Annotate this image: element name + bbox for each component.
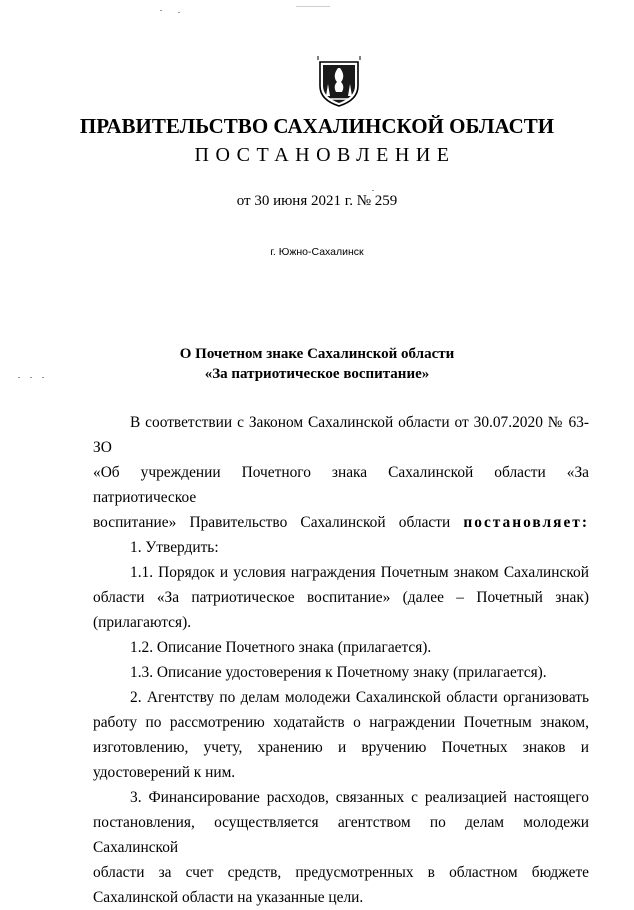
paragraph-line: (прилагаются).	[93, 614, 192, 631]
paragraph-line: удостоверений к ним.	[93, 764, 236, 781]
paragraph-line: 1.1. Порядок и условия награждения Почетным знаком Сахалинской	[130, 564, 589, 581]
paragraph-line: «Об учреждении Почетного знака Сахалинской области «За патриотическое	[93, 464, 589, 506]
scan-speck	[178, 12, 180, 13]
paragraph-line: области за счет средств, предусмотренных в областном бюджете	[93, 864, 589, 881]
paragraph-line: 1. Утвердить:	[130, 539, 219, 556]
scan-speck	[372, 190, 374, 191]
subject-line-2: «За патриотическое воспитание»	[204, 366, 430, 382]
decides-word: постановляет:	[463, 514, 589, 531]
subject-line-1: О Почетном знаке Сахалинской области	[179, 346, 455, 362]
document-type: ПОСТАНОВЛЕНИЕ	[194, 144, 456, 166]
document-city: г. Южно-Сахалинск	[270, 246, 364, 258]
paragraph-line: изготовлению, учету, хранению и вручению Почетных знаков и	[93, 739, 589, 756]
document-body	[93, 410, 589, 910]
paragraph-line: 2. Агентству по делам молодежи Сахалинской области организовать	[130, 689, 589, 706]
paragraph-line: 1.3. Описание удостоверения к Почетному знаку (прилагается).	[130, 664, 547, 681]
scan-speck	[160, 10, 162, 11]
paragraph-line: области «За патриотическое воспитание» (далее – Почетный знак)	[93, 589, 589, 606]
scan-speck	[296, 6, 330, 7]
paragraph-text: воспитание» Правительство Сахалинской области	[93, 514, 451, 531]
coat-of-arms-icon	[316, 56, 362, 108]
paragraph-line: постановления, осуществляется агентством по делам молодежи Сахалинской	[93, 814, 589, 856]
paragraph-line: работу по рассмотрению ходатайств о награждении Почетным знаком,	[93, 714, 589, 731]
paragraph-line	[93, 510, 589, 535]
organization-title: ПРАВИТЕЛЬСТВО САХАЛИНСКОЙ ОБЛАСТИ	[79, 114, 555, 138]
paragraph-line: В соответствии с Законом Сахалинской области от 30.07.2020 № 63-ЗО	[93, 414, 589, 456]
document-date-number: от 30 июня 2021 г. № 259	[236, 193, 398, 209]
paragraph-line: 3. Финансирование расходов, связанных с реализацией настоящего	[130, 789, 589, 806]
paragraph-line: Сахалинской области на указанные цели.	[93, 889, 364, 906]
paragraph-line: 1.2. Описание Почетного знака (прилагается).	[130, 639, 432, 656]
